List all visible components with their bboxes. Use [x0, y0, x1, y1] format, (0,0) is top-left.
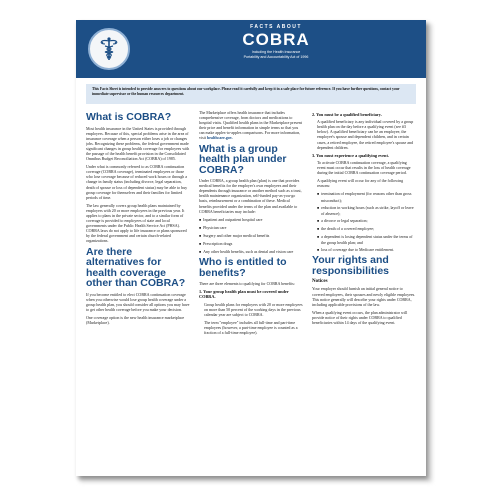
paragraph: To activate COBRA continuation coverage, a qualifying event must occur that results in the loss of health coverage during the initial COBRA continuation coverage period. [317, 159, 411, 176]
list-item: ■ Inpatient and outpatient hospital care [203, 217, 303, 223]
intro-notice: This Facts Sheet is intended to provide answers to questions about our workplace. Please read it carefully and keep it in a safe place for future reference. If you have further questions, contact your immediate supervisor or the human resources department. [86, 84, 416, 104]
healthcare-gov-link[interactable]: healthcare.gov. [206, 135, 233, 141]
fact-sheet [76, 20, 426, 476]
heading-who-is-entitled: Who is entitled to benefits? [199, 256, 287, 279]
column-2 [199, 110, 303, 470]
column-3 [312, 110, 416, 470]
list-item: ■ the death of a covered employee; [321, 226, 416, 232]
paragraph: The law generally covers group health plans maintained by employers with 20 or more employees in the previous year. It applies to plans in the private sector, and to a similar form of coverage is provided to employees of state and local governments under the Public Health Service Act (PHSA). COBRA laws do not apply to life insurance or plans sponsored by the federal government and certain church-related organizations. [86, 202, 187, 244]
list-item: ■ a dependent is losing dependent status under the terms of the group health plan; and [321, 234, 416, 245]
list-item: ■ reduction in working hours (such as strike, layoff or leave of absence); [321, 205, 416, 216]
paragraph: Most health insurance in the United States is provided through employers. Because of this, special problems arise in the area of insurance coverage when a person either loses a job or changes jobs. Recognizing these problems, the federal government made significant changes in group health coverage for employees with the passage of the health benefit provision in the Consolidated Omnibus Budget Reconciliation Act (COBRA) of 1985. [86, 125, 190, 162]
paragraph [199, 110, 303, 141]
header-subtitle-1: Including the Health Insurance [251, 50, 301, 54]
list-item: ■ a divorce or legal separation; [321, 218, 416, 224]
paragraph: Group health plans for employers with 20 or more employees on more than 50 percent of the working days in the previous calendar year are subject to COBRA. [204, 301, 303, 317]
paragraph: Under what is commonly referred to as COBRA continuation coverage (COBRA coverage), terminated employees or those who lose coverage because of reduced work hours or through a change in family status (including divorce, legal separation, death of spouse or loss of dependent status) may be able to buy group coverage for themselves and their families for limited periods of time. [86, 164, 188, 200]
list-item: ■ loss of coverage due to Medicare entitlement. [321, 247, 416, 253]
caduceus-icon [88, 28, 130, 70]
element-2-heading: 2. You must be a qualified beneficiary. [312, 112, 382, 117]
element-3-heading: 3. You must experience a qualifying event. [312, 152, 389, 158]
heading-rights-responsibilities: Your rights and responsibilities [312, 254, 390, 277]
heading-what-is-cobra: What is COBRA? [86, 111, 172, 123]
list-item: ■ Prescription drugs [203, 241, 303, 247]
list-item: ■ Physician care [203, 225, 303, 231]
list-item: ■ termination of employment (for reasons other than gross misconduct); [321, 191, 416, 202]
column-1 [86, 110, 190, 470]
paragraph: A qualified beneficiary is any individual covered by a group health plan on the day before a qualifying event (see #3 below). A qualified beneficiary can be an employee, the employee's spouse and dependent children, and in certain cases, a retired employee, the retired employee's spouse and dependent children. [317, 119, 414, 150]
header-subtitle-2: Portability and Accountability Act of 1996 [243, 54, 309, 59]
paragraph: Your employer should furnish an initial general notice to covered employees, their spouses and newly eligible employees. This notice generally will describe your rights under COBRA, including applicable provisions of the law. [312, 286, 416, 307]
header-banner [76, 20, 426, 78]
header-eyebrow: FACTS ABOUT [250, 24, 302, 30]
element-1-heading: 1. Your group health plan must be covered under COBRA. [199, 289, 289, 300]
header-title: COBRA [242, 30, 310, 49]
header-text [136, 24, 416, 59]
heading-notices: Notices [312, 279, 328, 285]
paragraph: The term "employee" includes all full-time and part-time employees (however, a part-time employee is counted as a fraction of a full-time employee). [204, 319, 298, 336]
paragraph: When a qualifying event occurs, the plan administrator will provide notice of their rights under COBRA to qualified beneficiaries within 14 days of the qualifying event. [312, 309, 408, 326]
list-item: ■ Any other health benefits, such as dental and vision care [203, 249, 303, 255]
heading-alternatives: Are there alternatives for health coverage other than COBRA? [86, 245, 186, 290]
paragraph: A qualifying event will occur for any of the following reasons: [317, 178, 404, 189]
marketplace-text: The Marketplace offers health insurance that includes comprehensive coverage, from doctors and medications to hospital visits. Qualified health plans in the Marketplace present their price and benefit information in simple terms so that you can make apples-to-apples comparisons. For more information, visit [199, 110, 302, 141]
list-item: ■ Surgery and other major medical benefits [203, 233, 303, 239]
paragraph: There are three elements to qualifying for COBRA benefits: [199, 281, 295, 287]
heading-group-health-plan: What is a group health plan under COBRA? [199, 142, 287, 176]
paragraph: One coverage option is the new health insurance marketplace (Marketplace). [86, 314, 185, 326]
paragraph: Under COBRA, a group health plan (plan) is one that provides medical benefits for the employer's own employees and their dependents through insurance or another method such as a trust, health maintenance organization, self-funded pay-as-you-go basis, reimbursement or a combination of these. Medical benefits provided under the terms of the plan and available to COBRA beneficiaries may include: [199, 178, 302, 214]
paragraph: If you become entitled to elect COBRA continuation coverage when you otherwise would lose group health coverage under a group health plan, you should consider all options you may have to get other health coverage before you make your decision. [86, 291, 190, 312]
